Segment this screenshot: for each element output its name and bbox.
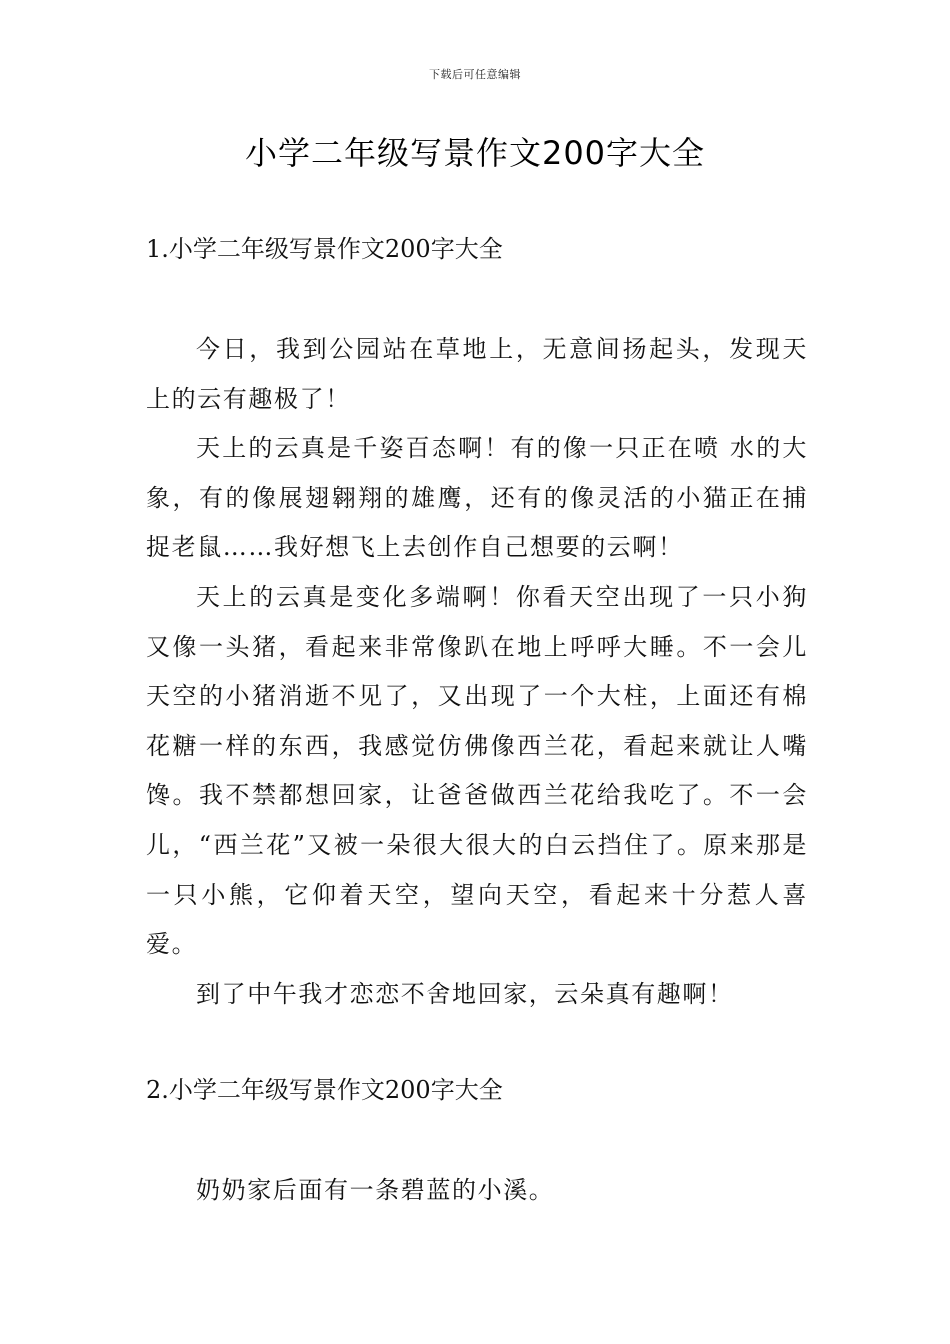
paragraph: 奶奶家后面有一条碧蓝的小溪。 xyxy=(196,1176,555,1205)
section-heading-2: 2.小学二年级写景作文200字大全 xyxy=(146,1076,503,1105)
document-title: 小学二年级写景作文200字大全 xyxy=(244,134,706,172)
document-body xyxy=(146,228,808,1216)
section-spacer xyxy=(146,1019,808,1069)
header-note: 下载后可任意编辑 xyxy=(429,68,521,81)
paragraph: 天上的云真是千姿百态啊！有的像一只正在喷 水的大象，有的像展翅翱翔的雄鹰，还有的像灵活的小猫正在捕捉老鼠……我好想飞上去创作自己想要的云啊！ xyxy=(146,434,808,562)
paragraph: 天上的云真是变化多端啊！你看天空出现了一只小狗又像一头猪，看起来非常像趴在地上呼呼大睡。不一会儿天空的小猪消逝不见了，又出现了一个大柱，上面还有棉花糖一样的东西，我感觉仿佛像西兰花，看起来就让人嘴馋。我不禁都想回家，让爸爸做西兰花给我吃了。不一会儿，“西兰花”又被一朵很大很大的白云挡住了。原来那是一只小熊，它仰着天空，望向天空，看起来十分惹人喜爱。 xyxy=(146,582,808,959)
paragraph: 到了中午我才恋恋不舍地回家，云朵真有趣啊！ xyxy=(196,979,734,1008)
paragraph: 今日，我到公园站在草地上，无意间扬起头，发现天上的云有趣极了！ xyxy=(146,335,808,413)
section-heading-1: 1.小学二年级写景作文200字大全 xyxy=(146,235,503,263)
